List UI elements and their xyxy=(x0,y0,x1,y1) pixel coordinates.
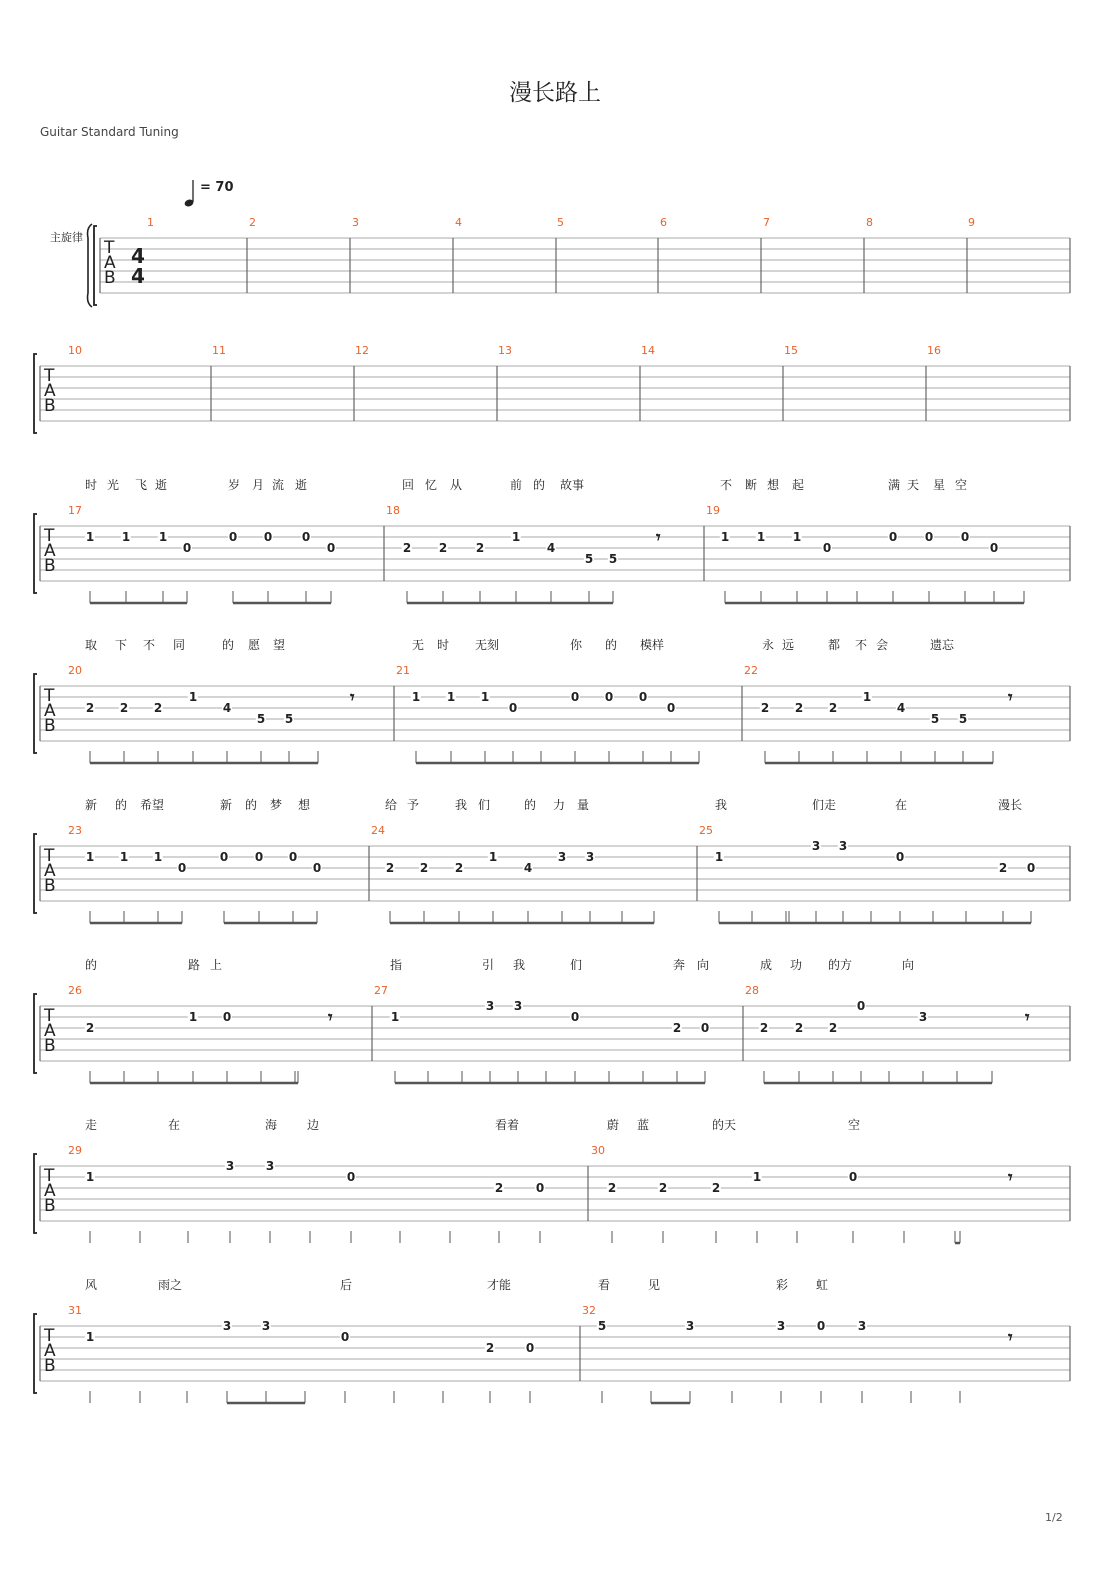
tab-clef-letter: A xyxy=(44,1341,56,1361)
fret-number: 3 xyxy=(225,1159,235,1173)
lyric-syllable: 才能 xyxy=(487,1278,512,1292)
fret-number: 0 xyxy=(888,530,898,544)
song-title: 漫长路上 xyxy=(509,80,601,106)
tab-clef-letter: T xyxy=(44,1006,55,1026)
fret-number: 1 xyxy=(714,850,724,864)
system-brace xyxy=(34,834,37,913)
eighth-rest-icon: 𝄾 xyxy=(1008,1328,1013,1348)
tab-clef-letter: T xyxy=(44,1326,55,1346)
fret-number: 0 xyxy=(301,530,311,544)
fret-number: 0 xyxy=(182,541,192,555)
lyric-syllable: 们 xyxy=(478,798,491,812)
fret-number: 5 xyxy=(584,552,594,566)
tab-clef-letter: B xyxy=(44,1356,56,1376)
fret-number: 3 xyxy=(838,839,848,853)
lyric-syllable: 时 xyxy=(437,638,450,652)
lyric-syllable: 光 xyxy=(107,478,120,492)
lyric-syllable: 岁 xyxy=(228,478,241,492)
eighth-rest-icon: 𝄾 xyxy=(1008,1168,1013,1188)
lyric-syllable: 希望 xyxy=(140,798,165,812)
fret-number: 2 xyxy=(794,1021,804,1035)
lyric-syllable: 的 xyxy=(524,798,537,812)
time-signature-denominator: 4 xyxy=(131,264,145,288)
measure-number: 2 xyxy=(249,216,256,229)
tab-clef-letter: B xyxy=(44,1196,56,1216)
tab-clef-letter: A xyxy=(44,1181,56,1201)
fret-number: 0 xyxy=(535,1181,545,1195)
lyric-syllable: 的方 xyxy=(828,958,853,972)
measure-number: 17 xyxy=(68,504,82,517)
lyric-syllable: 从 xyxy=(450,478,463,492)
lyric-syllable: 引 xyxy=(482,958,495,972)
fret-number: 0 xyxy=(340,1330,350,1344)
fret-number: 0 xyxy=(312,861,322,875)
measure-number: 13 xyxy=(498,344,512,357)
fret-number: 0 xyxy=(895,850,905,864)
fret-number: 0 xyxy=(816,1319,826,1333)
lyric-syllable: 流 xyxy=(272,478,285,492)
lyric-syllable: 月 xyxy=(252,478,265,492)
fret-number: 0 xyxy=(1026,861,1036,875)
fret-number: 1 xyxy=(188,1010,198,1024)
fret-number: 1 xyxy=(85,850,95,864)
fret-number: 2 xyxy=(485,1341,495,1355)
fret-number: 3 xyxy=(685,1319,695,1333)
fret-number: 1 xyxy=(756,530,766,544)
measure-number: 8 xyxy=(866,216,873,229)
fret-number: 2 xyxy=(607,1181,617,1195)
tab-clef-letter: A xyxy=(44,381,56,401)
fret-number: 0 xyxy=(856,999,866,1013)
fret-number: 1 xyxy=(752,1170,762,1184)
lyric-syllable: 上 xyxy=(210,958,223,972)
fret-number: 3 xyxy=(857,1319,867,1333)
fret-number: 1 xyxy=(153,850,163,864)
eighth-rest-icon: 𝄾 xyxy=(350,688,355,708)
fret-number: 2 xyxy=(402,541,412,555)
lyric-syllable: 你 xyxy=(570,638,583,652)
lyric-syllable: 不 xyxy=(720,478,733,492)
fret-number: 4 xyxy=(523,861,533,875)
tab-clef-letter: T xyxy=(44,846,55,866)
fret-number: 1 xyxy=(480,690,490,704)
measure-number: 32 xyxy=(582,1304,596,1317)
lyric-syllable: 们 xyxy=(570,958,583,972)
system-brace xyxy=(34,994,37,1073)
fret-number: 2 xyxy=(494,1181,504,1195)
fret-number: 0 xyxy=(666,701,676,715)
fret-number: 3 xyxy=(585,850,595,864)
measure-number: 29 xyxy=(68,1144,82,1157)
measure-number: 11 xyxy=(212,344,226,357)
fret-number: 5 xyxy=(608,552,618,566)
fret-number: 2 xyxy=(828,1021,838,1035)
measure-number: 24 xyxy=(371,824,385,837)
measure-number: 21 xyxy=(396,664,410,677)
lyric-syllable: 成 xyxy=(760,958,773,972)
fret-number: 0 xyxy=(525,1341,535,1355)
system-brace xyxy=(34,1154,37,1233)
time-signature-numerator: 4 xyxy=(131,244,145,268)
measure-number: 30 xyxy=(591,1144,605,1157)
lyric-syllable: 向 xyxy=(697,958,710,972)
system-brace xyxy=(34,354,37,433)
fret-number: 0 xyxy=(219,850,229,864)
fret-number: 3 xyxy=(811,839,821,853)
lyric-syllable: 空 xyxy=(955,478,968,492)
lyric-syllable: 星 xyxy=(933,478,946,492)
fret-number: 3 xyxy=(265,1159,275,1173)
measure-number: 1 xyxy=(147,216,154,229)
system-brace xyxy=(34,1314,37,1393)
fret-number: 1 xyxy=(862,690,872,704)
lyric-syllable: 风 xyxy=(85,1278,98,1292)
lyric-syllable: 取 xyxy=(85,638,98,652)
fret-number: 0 xyxy=(960,530,970,544)
fret-number: 4 xyxy=(546,541,556,555)
measure-number: 23 xyxy=(68,824,82,837)
lyric-syllable: 的 xyxy=(115,798,128,812)
tab-clef-letter: B xyxy=(44,716,56,736)
page-number: 1/2 xyxy=(1045,1511,1063,1524)
system-brace xyxy=(34,514,37,593)
lyric-syllable: 回 xyxy=(402,478,415,492)
fret-number: 2 xyxy=(85,1021,95,1035)
fret-number: 2 xyxy=(119,701,129,715)
fret-number: 2 xyxy=(385,861,395,875)
measure-number: 19 xyxy=(706,504,720,517)
fret-number: 5 xyxy=(958,712,968,726)
tab-clef-letter: A xyxy=(44,541,56,561)
fret-number: 2 xyxy=(760,701,770,715)
tempo-marking: = 70 xyxy=(200,180,234,195)
measure-number: 10 xyxy=(68,344,82,357)
fret-number: 2 xyxy=(759,1021,769,1035)
fret-number: 5 xyxy=(256,712,266,726)
tab-clef-letter: B xyxy=(44,556,56,576)
tab-clef-letter: T xyxy=(44,366,55,386)
lyric-syllable: 下 xyxy=(115,638,128,652)
fret-number: 2 xyxy=(153,701,163,715)
measure-number: 22 xyxy=(744,664,758,677)
lyric-syllable: 我 xyxy=(513,958,526,972)
lyric-syllable: 我 xyxy=(455,798,468,812)
fret-number: 0 xyxy=(263,530,273,544)
lyric-syllable: 逝 xyxy=(295,478,308,492)
lyric-syllable: 功 xyxy=(790,958,803,972)
lyric-syllable: 见 xyxy=(648,1278,661,1292)
tab-clef-letter: A xyxy=(44,701,56,721)
lyric-syllable: 彩 xyxy=(776,1278,789,1292)
fret-number: 1 xyxy=(446,690,456,704)
lyric-syllable: 想 xyxy=(298,798,311,812)
measure-number: 16 xyxy=(927,344,941,357)
lyric-syllable: 的 xyxy=(605,638,618,652)
fret-number: 0 xyxy=(848,1170,858,1184)
fret-number: 0 xyxy=(822,541,832,555)
fret-number: 1 xyxy=(119,850,129,864)
lyric-syllable: 量 xyxy=(577,798,590,812)
measure-number: 15 xyxy=(784,344,798,357)
tab-clef-letter: B xyxy=(44,876,56,896)
lyric-syllable: 前 xyxy=(510,478,523,492)
fret-number: 0 xyxy=(700,1021,710,1035)
lyric-syllable: 不 xyxy=(143,638,156,652)
lyric-syllable: 看 xyxy=(598,1278,611,1292)
fret-number: 3 xyxy=(222,1319,232,1333)
tab-clef-letter: T xyxy=(104,238,115,258)
fret-number: 0 xyxy=(346,1170,356,1184)
lyric-syllable: 海 xyxy=(265,1118,278,1132)
lyric-syllable: 力 xyxy=(553,798,566,812)
lyric-syllable: 们走 xyxy=(812,798,837,812)
fret-number: 1 xyxy=(488,850,498,864)
lyric-syllable: 看着 xyxy=(495,1118,520,1132)
tab-clef-letter: A xyxy=(44,1021,56,1041)
fret-number: 0 xyxy=(570,1010,580,1024)
fret-number: 0 xyxy=(288,850,298,864)
lyric-syllable: 忆 xyxy=(425,478,438,492)
fret-number: 5 xyxy=(284,712,294,726)
measure-number: 7 xyxy=(763,216,770,229)
lyric-syllable: 永 xyxy=(762,638,775,652)
fret-number: 4 xyxy=(896,701,906,715)
lyric-syllable: 梦 xyxy=(270,798,283,812)
fret-number: 3 xyxy=(776,1319,786,1333)
eighth-rest-icon: 𝄾 xyxy=(1008,688,1013,708)
lyric-syllable: 飞 xyxy=(135,478,148,492)
lyric-syllable: 向 xyxy=(902,958,915,972)
measure-number: 18 xyxy=(386,504,400,517)
fret-number: 0 xyxy=(638,690,648,704)
measure-number: 20 xyxy=(68,664,82,677)
measure-number: 12 xyxy=(355,344,369,357)
fret-number: 0 xyxy=(254,850,264,864)
measure-number: 28 xyxy=(745,984,759,997)
fret-number: 5 xyxy=(930,712,940,726)
fret-number: 3 xyxy=(485,999,495,1013)
lyric-syllable: 指 xyxy=(390,958,403,972)
eighth-rest-icon: 𝄾 xyxy=(656,528,661,548)
fret-number: 0 xyxy=(177,861,187,875)
lyric-syllable: 在 xyxy=(895,798,908,812)
fret-number: 1 xyxy=(158,530,168,544)
tuning-label: Guitar Standard Tuning xyxy=(40,125,179,139)
fret-number: 0 xyxy=(570,690,580,704)
lyric-syllable: 不 xyxy=(855,638,868,652)
eighth-rest-icon: 𝄾 xyxy=(1025,1008,1030,1028)
lyric-syllable: 断 xyxy=(745,478,758,492)
lyric-syllable: 空 xyxy=(848,1118,861,1132)
fret-number: 2 xyxy=(711,1181,721,1195)
fret-number: 1 xyxy=(411,690,421,704)
fret-number: 1 xyxy=(390,1010,400,1024)
system-brace xyxy=(94,226,97,305)
measure-number: 31 xyxy=(68,1304,82,1317)
system-brace xyxy=(34,674,37,753)
measure-number: 25 xyxy=(699,824,713,837)
lyric-syllable: 时 xyxy=(85,478,98,492)
lyric-syllable: 的 xyxy=(245,798,258,812)
lyric-syllable: 新 xyxy=(85,798,98,812)
lyric-syllable: 在 xyxy=(168,1118,181,1132)
lyric-syllable: 路 xyxy=(188,958,201,972)
measure-number: 4 xyxy=(455,216,462,229)
fret-number: 2 xyxy=(438,541,448,555)
lyric-syllable: 愿 xyxy=(248,638,261,652)
tab-clef-letter: T xyxy=(44,1166,55,1186)
fret-number: 0 xyxy=(222,1010,232,1024)
fret-number: 2 xyxy=(419,861,429,875)
lyric-syllable: 边 xyxy=(307,1118,320,1132)
lyric-syllable: 虹 xyxy=(816,1278,829,1292)
lyric-syllable: 满 xyxy=(888,478,901,492)
tab-clef-letter: A xyxy=(44,861,56,881)
lyric-syllable: 漫长 xyxy=(998,798,1023,812)
fret-number: 0 xyxy=(604,690,614,704)
lyric-syllable: 故事 xyxy=(560,478,585,492)
fret-number: 3 xyxy=(918,1010,928,1024)
measure-number: 27 xyxy=(374,984,388,997)
lyric-syllable: 遗忘 xyxy=(930,638,955,652)
lyric-syllable: 都 xyxy=(828,638,841,652)
fret-number: 1 xyxy=(720,530,730,544)
instrument-name: 主旋律 xyxy=(50,231,83,244)
fret-number: 0 xyxy=(508,701,518,715)
lyric-syllable: 走 xyxy=(85,1118,98,1132)
lyric-syllable: 予 xyxy=(407,798,420,812)
fret-number: 1 xyxy=(85,530,95,544)
fret-number: 2 xyxy=(658,1181,668,1195)
lyric-syllable: 新 xyxy=(220,798,233,812)
lyric-syllable: 想 xyxy=(767,478,780,492)
lyric-syllable: 模样 xyxy=(640,638,665,652)
lyric-syllable: 的 xyxy=(85,958,98,972)
fret-number: 0 xyxy=(228,530,238,544)
fret-number: 1 xyxy=(188,690,198,704)
fret-number: 2 xyxy=(794,701,804,715)
measure-number: 5 xyxy=(557,216,564,229)
fret-number: 2 xyxy=(454,861,464,875)
measure-number: 3 xyxy=(352,216,359,229)
tab-clef-letter: T xyxy=(44,526,55,546)
fret-number: 5 xyxy=(597,1319,607,1333)
fret-number: 0 xyxy=(924,530,934,544)
tab-clef-letter: A xyxy=(104,253,116,273)
lyric-syllable: 望 xyxy=(273,638,286,652)
fret-number: 1 xyxy=(121,530,131,544)
fret-number: 3 xyxy=(261,1319,271,1333)
lyric-syllable: 同 xyxy=(173,638,186,652)
measure-number: 14 xyxy=(641,344,655,357)
lyric-syllable: 的天 xyxy=(712,1118,737,1132)
lyric-syllable: 起 xyxy=(792,478,805,492)
fret-number: 2 xyxy=(998,861,1008,875)
lyric-syllable: 蓝 xyxy=(637,1118,650,1132)
lyric-syllable: 我 xyxy=(715,798,728,812)
fret-number: 2 xyxy=(828,701,838,715)
measure-number: 6 xyxy=(660,216,667,229)
fret-number: 2 xyxy=(672,1021,682,1035)
tab-clef-letter: B xyxy=(44,1036,56,1056)
tab-clef-letter: B xyxy=(44,396,56,416)
measure-number: 26 xyxy=(68,984,82,997)
lyric-syllable: 的 xyxy=(222,638,235,652)
lyric-syllable: 无 xyxy=(412,638,425,652)
tab-clef-letter: B xyxy=(104,268,116,288)
lyric-syllable: 雨之 xyxy=(158,1278,183,1292)
lyric-syllable: 远 xyxy=(782,638,795,652)
fret-number: 2 xyxy=(85,701,95,715)
fret-number: 1 xyxy=(511,530,521,544)
fret-number: 1 xyxy=(85,1170,95,1184)
fret-number: 0 xyxy=(989,541,999,555)
lyric-syllable: 会 xyxy=(876,638,889,652)
lyric-syllable: 奔 xyxy=(673,958,686,972)
tab-clef-letter: T xyxy=(44,686,55,706)
fret-number: 4 xyxy=(222,701,232,715)
lyric-syllable: 给 xyxy=(385,798,398,812)
fret-number: 0 xyxy=(326,541,336,555)
lyric-syllable: 天 xyxy=(907,478,920,492)
fret-number: 3 xyxy=(557,850,567,864)
measure-number: 9 xyxy=(968,216,975,229)
fret-number: 3 xyxy=(513,999,523,1013)
fret-number: 1 xyxy=(85,1330,95,1344)
eighth-rest-icon: 𝄾 xyxy=(328,1008,333,1028)
fret-number: 2 xyxy=(475,541,485,555)
lyric-syllable: 的 xyxy=(533,478,546,492)
lyric-syllable: 后 xyxy=(340,1278,353,1292)
fret-number: 1 xyxy=(792,530,802,544)
lyric-syllable: 逝 xyxy=(155,478,168,492)
lyric-syllable: 蔚 xyxy=(607,1118,620,1132)
system-bracket xyxy=(88,224,93,307)
lyric-syllable: 无刻 xyxy=(475,638,500,652)
